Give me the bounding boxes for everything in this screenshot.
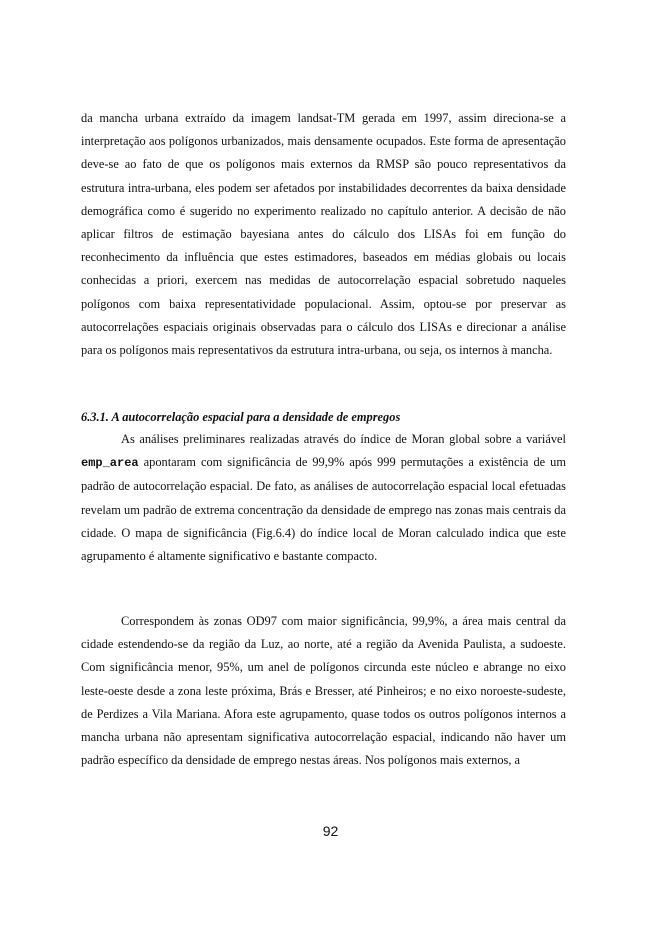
paragraph-2-text-after: apontaram com significância de 99,9% após 999 permutações a existência de um padrão de autocorrelação espacial. De fato, as análises de autocorrelação espacial local efetuadas revelam um padrão de extrema concentração da densidade de emprego nas zonas mais centrais da cidade. O mapa de significância (Fig.6.4) do índice local de Moran calculado indica que este agrupamento é altamente significativo e bastante compacto.: [81, 455, 566, 564]
body-paragraph-1: da mancha urbana extraído da imagem landsat-TM gerada em 1997, assim direciona-se a interpretação aos polígonos urbanizados, mais densamente ocupados. Este forma de apresentação deve-se ao fato de que os polígonos mais externos da RMSP são pouco representativos da estrutura intra-urbana, eles podem ser afetados por instabilidades decorrentes da baixa densidade demográfica como é sugerido no experimento realizado no capítulo anterior. A decisão de não aplicar filtros de estimação bayesiana antes do cálculo dos LISAs foi em função do reconhecimento da influência que estes estimadores, baseados em médias globais ou locais conhecidas a priori, exercem nas medidas de autocorrelação espacial sobretudo naqueles polígonos com baixa representatividade populacional. Assim, optou-se por preservar as autocorrelações espaciais originais observadas para o cálculo dos LISAs e direcionar a análise para os polígonos mais representativos da estrutura intra-urbana, ou seja, os internos à mancha.: [81, 111, 566, 358]
section-heading: 6.3.1. A autocorrelação espacial para a densidade de empregos: [81, 410, 401, 424]
paragraph-2-text-before: As análises preliminares realizadas através do índice de Moran global sobre a variável: [121, 432, 566, 446]
variable-name: emp_area: [81, 456, 139, 471]
body-paragraph-3: Correspondem às zonas OD97 com maior significância, 99,9%, a área mais central da cidade estendendo-se da região da Luz, ao norte, até a região da Avenida Paulista, a sudoeste. Com significância menor, 95%, um anel de polígonos circunda este núcleo e abrange no eixo leste-oeste desde a zona leste próxima, Brás e Bresser, até Pinheiros; e no eixo noroeste-sudeste, de Perdizes a Vila Mariana. Afora este agrupamento, quase todos os outros polígonos internos a mancha urbana não apresentam significativa autocorrelação espacial, indicando não haver um padrão específico da densidade de emprego nestas áreas. Nos polígonos mais externos, a: [81, 614, 566, 768]
body-paragraph-2: [81, 428, 566, 568]
page-number: 92: [322, 823, 339, 839]
